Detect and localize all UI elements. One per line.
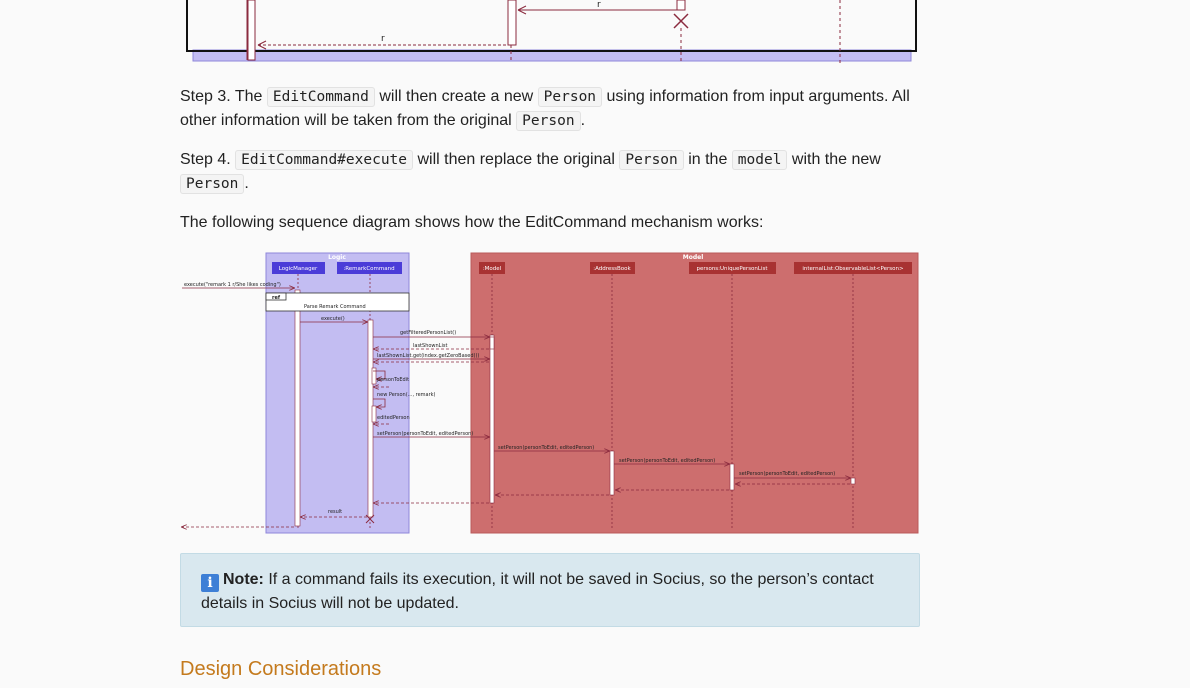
msg-last-shown: lastShownList: [413, 343, 448, 349]
note-body: If a command fails its execution, it will not be saved in Socius, so the person’s contact details in Socius will not be updated.: [201, 571, 874, 612]
msg-set-person-4: setPerson(personToEdit, editedPerson): [739, 471, 836, 477]
note-label: Note:: [223, 571, 264, 588]
edit-command-sequence-diagram: [180, 250, 920, 535]
participant-internal-list: internalList:ObservableList<Person>: [802, 266, 904, 272]
msg-last-shown-get: lastShownList.get(index.getZeroBased()): [377, 353, 480, 359]
msg-new-person: new Person(..., remark): [377, 392, 436, 398]
msg-execute-input: execute("remark 1 r/She likes coding"): [184, 282, 281, 288]
model-group: [471, 253, 918, 533]
top-diagram-fragment: [0, 0, 1190, 66]
ref-label: ref: [272, 295, 281, 301]
msg-set-person-2: setPerson(personToEdit, editedPerson): [498, 445, 595, 451]
participant-logic-manager: LogicManager: [278, 266, 318, 272]
participant-model: :Model: [482, 266, 502, 272]
msg-execute: execute(): [321, 316, 345, 322]
model-group-label: Model: [682, 254, 704, 261]
msg-result: result: [328, 509, 343, 515]
step3-paragraph: Step 3. The EditCommand will then create a new Person using information from input arguments. All other information will be taken from the original Person .: [180, 88, 910, 129]
msg-get-filtered: getFilteredPersonList(): [400, 330, 457, 336]
msg-set-person-1: setPerson(personToEdit, editedPerson): [377, 431, 474, 437]
participant-remark-command: :RemarkCommand: [343, 266, 395, 272]
participant-address-book: :AddressBook: [593, 266, 631, 272]
msg-edited-person: editedPerson: [377, 415, 410, 421]
msg-set-person-3: setPerson(personToEdit, editedPerson): [619, 458, 716, 464]
diagram-intro: The following sequence diagram shows how the EditCommand mechanism works:: [180, 214, 764, 231]
participant-persons: persons:UniquePersonList: [696, 266, 768, 272]
note-text: [201, 568, 901, 616]
info-icon: i: [201, 574, 219, 592]
bottom-return-label: r: [381, 34, 385, 44]
design-considerations-heading: Design Considerations: [180, 658, 382, 680]
logic-group-label: Logic: [328, 254, 346, 261]
top-return-label: r: [597, 0, 601, 10]
msg-person-to-edit: personToEdit: [377, 377, 410, 383]
parse-label: Parse Remark Command: [304, 304, 366, 310]
note-box: [180, 553, 920, 627]
step4-paragraph: Step 4. EditCommand#execute will then replace the original Person in the model with the new Person .: [180, 151, 881, 192]
